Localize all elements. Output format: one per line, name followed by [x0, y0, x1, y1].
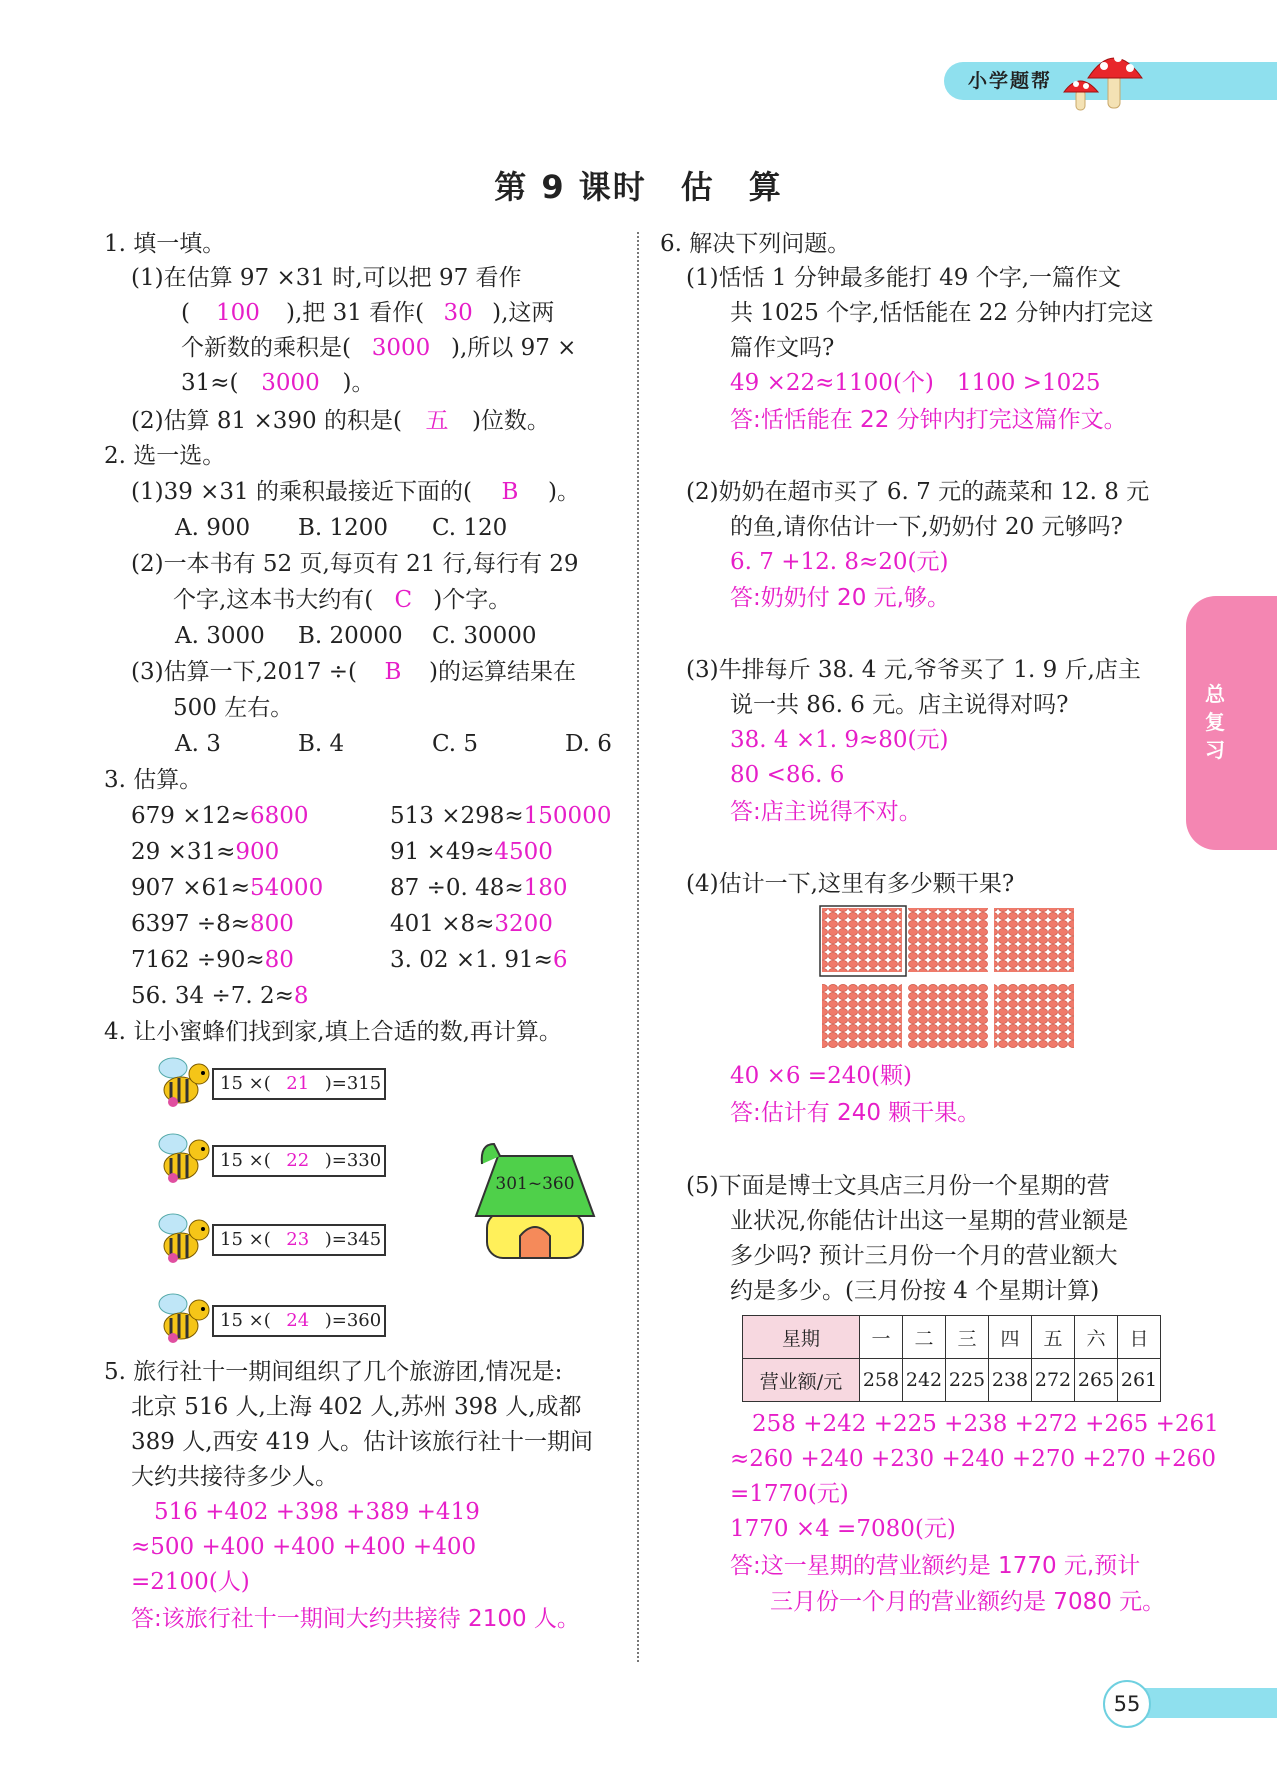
q6-p5-line-1: (5)下面是博士文具店三月份一个星期的营	[686, 1173, 1110, 1199]
q3-heading: 3. 估算。	[104, 767, 203, 793]
brand-label: 小学题帮	[968, 70, 1053, 92]
sales-table	[742, 1315, 1161, 1402]
q2-p3-opt-a: A. 3	[175, 731, 221, 757]
q3-item: 56. 34 ÷7. 2≈8	[131, 983, 309, 1009]
q3-item: 7162 ÷90≈80	[131, 947, 294, 973]
q3-item: 3. 02 ×1. 91≈6	[390, 947, 568, 973]
q6-p5-answer-5: 答:这一星期的营业额约是 1770 元,预计	[730, 1553, 1141, 1579]
table-cell: 272	[1032, 1359, 1075, 1402]
q2-answer-3: B	[384, 659, 402, 685]
q2-p1-opt-c: C. 120	[432, 515, 508, 541]
q6-p1-line-3: 篇作文吗?	[730, 335, 835, 361]
q3-item: 907 ×61≈54000	[131, 875, 324, 901]
q6-p3-line-2: 说一共 86. 6 元。店主说得对吗?	[730, 692, 1069, 718]
table-cell: 238	[989, 1359, 1032, 1402]
q6-p3-answer-1: 38. 4 ×1. 9≈80(元)	[730, 727, 949, 753]
bee-icon	[153, 1208, 213, 1266]
q5-answer-line-1: 516 +402 +398 +389 +419	[154, 1499, 480, 1525]
q5-answer-line-4: 答:该旅行社十一期间大约共接待 2100 人。	[131, 1606, 580, 1632]
page-number: 55	[1103, 1680, 1151, 1728]
q3-item: 6397 ÷8≈800	[131, 911, 294, 937]
q2-answer-1: B	[501, 479, 519, 505]
q3-item: 401 ×8≈3200	[390, 911, 553, 937]
q1-heading: 1. 填一填。	[104, 231, 226, 257]
q6-p5-answer-2: ≈260 +240 +230 +240 +270 +270 +260	[730, 1446, 1217, 1472]
q5-answer-line-3: =2100(人)	[131, 1569, 250, 1595]
bee-icon	[153, 1288, 213, 1346]
q6-p4-answer-2: 答:估计有 240 颗干果。	[730, 1100, 981, 1126]
q1-p1-line1: (1)在估算 97 ×31 时,可以把 97 看作	[131, 265, 522, 291]
q2-p1-opt-a: A. 900	[175, 515, 251, 541]
q2-p3-line2: 500 左右。	[173, 695, 294, 721]
table-cell: 营业额/元	[743, 1359, 860, 1402]
q6-p5-line-4: 约是多少。(三月份按 4 个星期计算)	[730, 1278, 1100, 1304]
table-cell: 258	[860, 1359, 903, 1402]
q3-item: 29 ×31≈900	[131, 839, 280, 865]
q5-line-1: 5. 旅行社十一期间组织了几个旅游团,情况是:	[104, 1359, 563, 1385]
table-header-cell: 二	[903, 1316, 946, 1359]
bee-house-label: 301~360	[495, 1174, 575, 1194]
q1-answer-3: 3000	[371, 335, 431, 361]
q6-p1-answer-1: 49 ×22≈1100(个) 1100 >1025	[730, 370, 1101, 396]
bee-equation-2: 15 ×( 22 )=330	[212, 1145, 386, 1177]
q5-line-3: 389 人,西安 419 人。估计该旅行社十一期间	[131, 1429, 594, 1455]
table-header-cell: 六	[1075, 1316, 1118, 1359]
bee-equation-3: 15 ×( 23 )=345	[212, 1224, 386, 1256]
table-cell: 225	[946, 1359, 989, 1402]
q2-p2-line1: (2)一本书有 52 页,每页有 21 行,每行有 29	[131, 551, 579, 577]
table-header-cell: 五	[1032, 1316, 1075, 1359]
table-header-cell: 一	[860, 1316, 903, 1359]
q2-p3-opt-b: B. 4	[298, 731, 345, 757]
q6-p5-line-2: 业状况,你能估计出这一星期的营业额是	[730, 1208, 1129, 1234]
q2-p1: (1)39 ×31 的乘积最接近下面的( B )。	[131, 476, 580, 508]
q6-p1-line-1: (1)恬恬 1 分钟最多能打 49 个字,一篇作文	[686, 265, 1122, 291]
q1-answer-1: 100	[216, 300, 260, 326]
q6-p2-answer-2: 答:奶奶付 20 元,够。	[730, 585, 950, 611]
bee-equation-1: 15 ×( 21 )=315	[212, 1068, 386, 1100]
dried-fruit-image	[818, 904, 1080, 1054]
q4-answer-3: 23	[286, 1229, 310, 1250]
q6-p4-line-1: (4)估计一下,这里有多少颗干果?	[686, 871, 1015, 897]
q1-p1-line2: ( 100 ),把 31 看作( 30 ),这两	[181, 297, 554, 329]
q3-item: 513 ×298≈150000	[390, 803, 612, 829]
q6-p3-line-1: (3)牛排每斤 38. 4 元,爷爷买了 1. 9 斤,店主	[686, 657, 1141, 683]
table-cell: 265	[1075, 1359, 1118, 1402]
mushroom-icon	[1060, 44, 1146, 114]
side-tab-label: 总 复 习	[1205, 682, 1225, 762]
q6-p5-answer-4: 1770 ×4 =7080(元)	[730, 1516, 956, 1542]
table-header-cell: 三	[946, 1316, 989, 1359]
q2-p2-opt-b: B. 20000	[298, 623, 403, 649]
q1-answer-5: 五	[425, 408, 449, 434]
column-divider	[637, 232, 639, 1662]
q2-heading: 2. 选一选。	[104, 443, 226, 469]
q6-p1-line-2: 共 1025 个字,恬恬能在 22 分钟内打完这	[730, 300, 1154, 326]
q6-p2-line-2: 的鱼,请你估计一下,奶奶付 20 元够吗?	[730, 514, 1123, 540]
bee-icon	[153, 1052, 213, 1110]
table-cell: 242	[903, 1359, 946, 1402]
q6-p3-answer-2: 80 <86. 6	[730, 762, 845, 788]
table-header-cell: 星期	[743, 1316, 860, 1359]
q3-item: 87 ÷0. 48≈180	[390, 875, 568, 901]
table-header-cell: 四	[989, 1316, 1032, 1359]
q4-answer-4: 24	[286, 1310, 310, 1331]
q6-p5-answer-3: =1770(元)	[730, 1481, 849, 1507]
page-title: 第 9 课时 估 算	[494, 168, 783, 206]
table-header-cell: 日	[1118, 1316, 1161, 1359]
q6-heading: 6. 解决下列问题。	[660, 231, 851, 257]
bee-house-icon	[470, 1140, 600, 1260]
q1-p1-line3: 个新数的乘积是( 3000 ),所以 97 ×	[181, 332, 576, 364]
q5-line-4: 大约共接待多少人。	[131, 1464, 338, 1490]
q6-p4-answer-1: 40 ×6 =240(颗)	[730, 1063, 912, 1089]
q2-p2-opt-c: C. 30000	[432, 623, 537, 649]
q6-p5-answer-1: 258 +242 +225 +238 +272 +265 +261	[752, 1411, 1219, 1437]
q6-p3-answer-3: 答:店主说得不对。	[730, 799, 922, 825]
bee-equation-4: 15 ×( 24 )=360	[212, 1305, 386, 1337]
q6-p2-answer-1: 6. 7 +12. 8≈20(元)	[730, 549, 949, 575]
q2-p2-opt-a: A. 3000	[175, 623, 265, 649]
bee-icon	[153, 1128, 213, 1186]
q1-p1-line4: 31≈( 3000 )。	[181, 367, 375, 399]
q6-p1-answer-2: 答:恬恬能在 22 分钟内打完这篇作文。	[730, 407, 1127, 433]
q6-p5-line-3: 多少吗? 预计三月份一个月的营业额大	[730, 1243, 1118, 1269]
q4-answer-2: 22	[286, 1150, 310, 1171]
q2-p2-line2: 个字,这本书大约有( C )个字。	[173, 584, 511, 616]
q4-answer-1: 21	[286, 1073, 310, 1094]
q2-p3-opt-d: D. 6	[565, 731, 612, 757]
q1-p2: (2)估算 81 ×390 的积是( 五 )位数。	[131, 405, 550, 437]
table-cell: 261	[1118, 1359, 1161, 1402]
table-row	[743, 1316, 1161, 1359]
table-row	[743, 1359, 1161, 1402]
q2-answer-2: C	[394, 587, 413, 613]
q3-item: 91 ×49≈4500	[390, 839, 553, 865]
q5-line-2: 北京 516 人,上海 402 人,苏州 398 人,成都	[131, 1394, 582, 1420]
q4-heading: 4. 让小蜜蜂们找到家,填上合适的数,再计算。	[104, 1019, 562, 1045]
q2-p3-opt-c: C. 5	[432, 731, 479, 757]
q6-p5-answer-6: 三月份一个月的营业额约是 7080 元。	[770, 1589, 1166, 1615]
q2-p3-line1: (3)估算一下,2017 ÷( B )的运算结果在	[131, 656, 576, 688]
q1-answer-4: 3000	[261, 370, 320, 396]
q1-answer-2: 30	[443, 300, 473, 326]
q6-p2-line-1: (2)奶奶在超市买了 6. 7 元的蔬菜和 12. 8 元	[686, 479, 1150, 505]
q3-item: 679 ×12≈6800	[131, 803, 309, 829]
q5-answer-line-2: ≈500 +400 +400 +400 +400	[131, 1534, 477, 1560]
q2-p1-opt-b: B. 1200	[298, 515, 389, 541]
